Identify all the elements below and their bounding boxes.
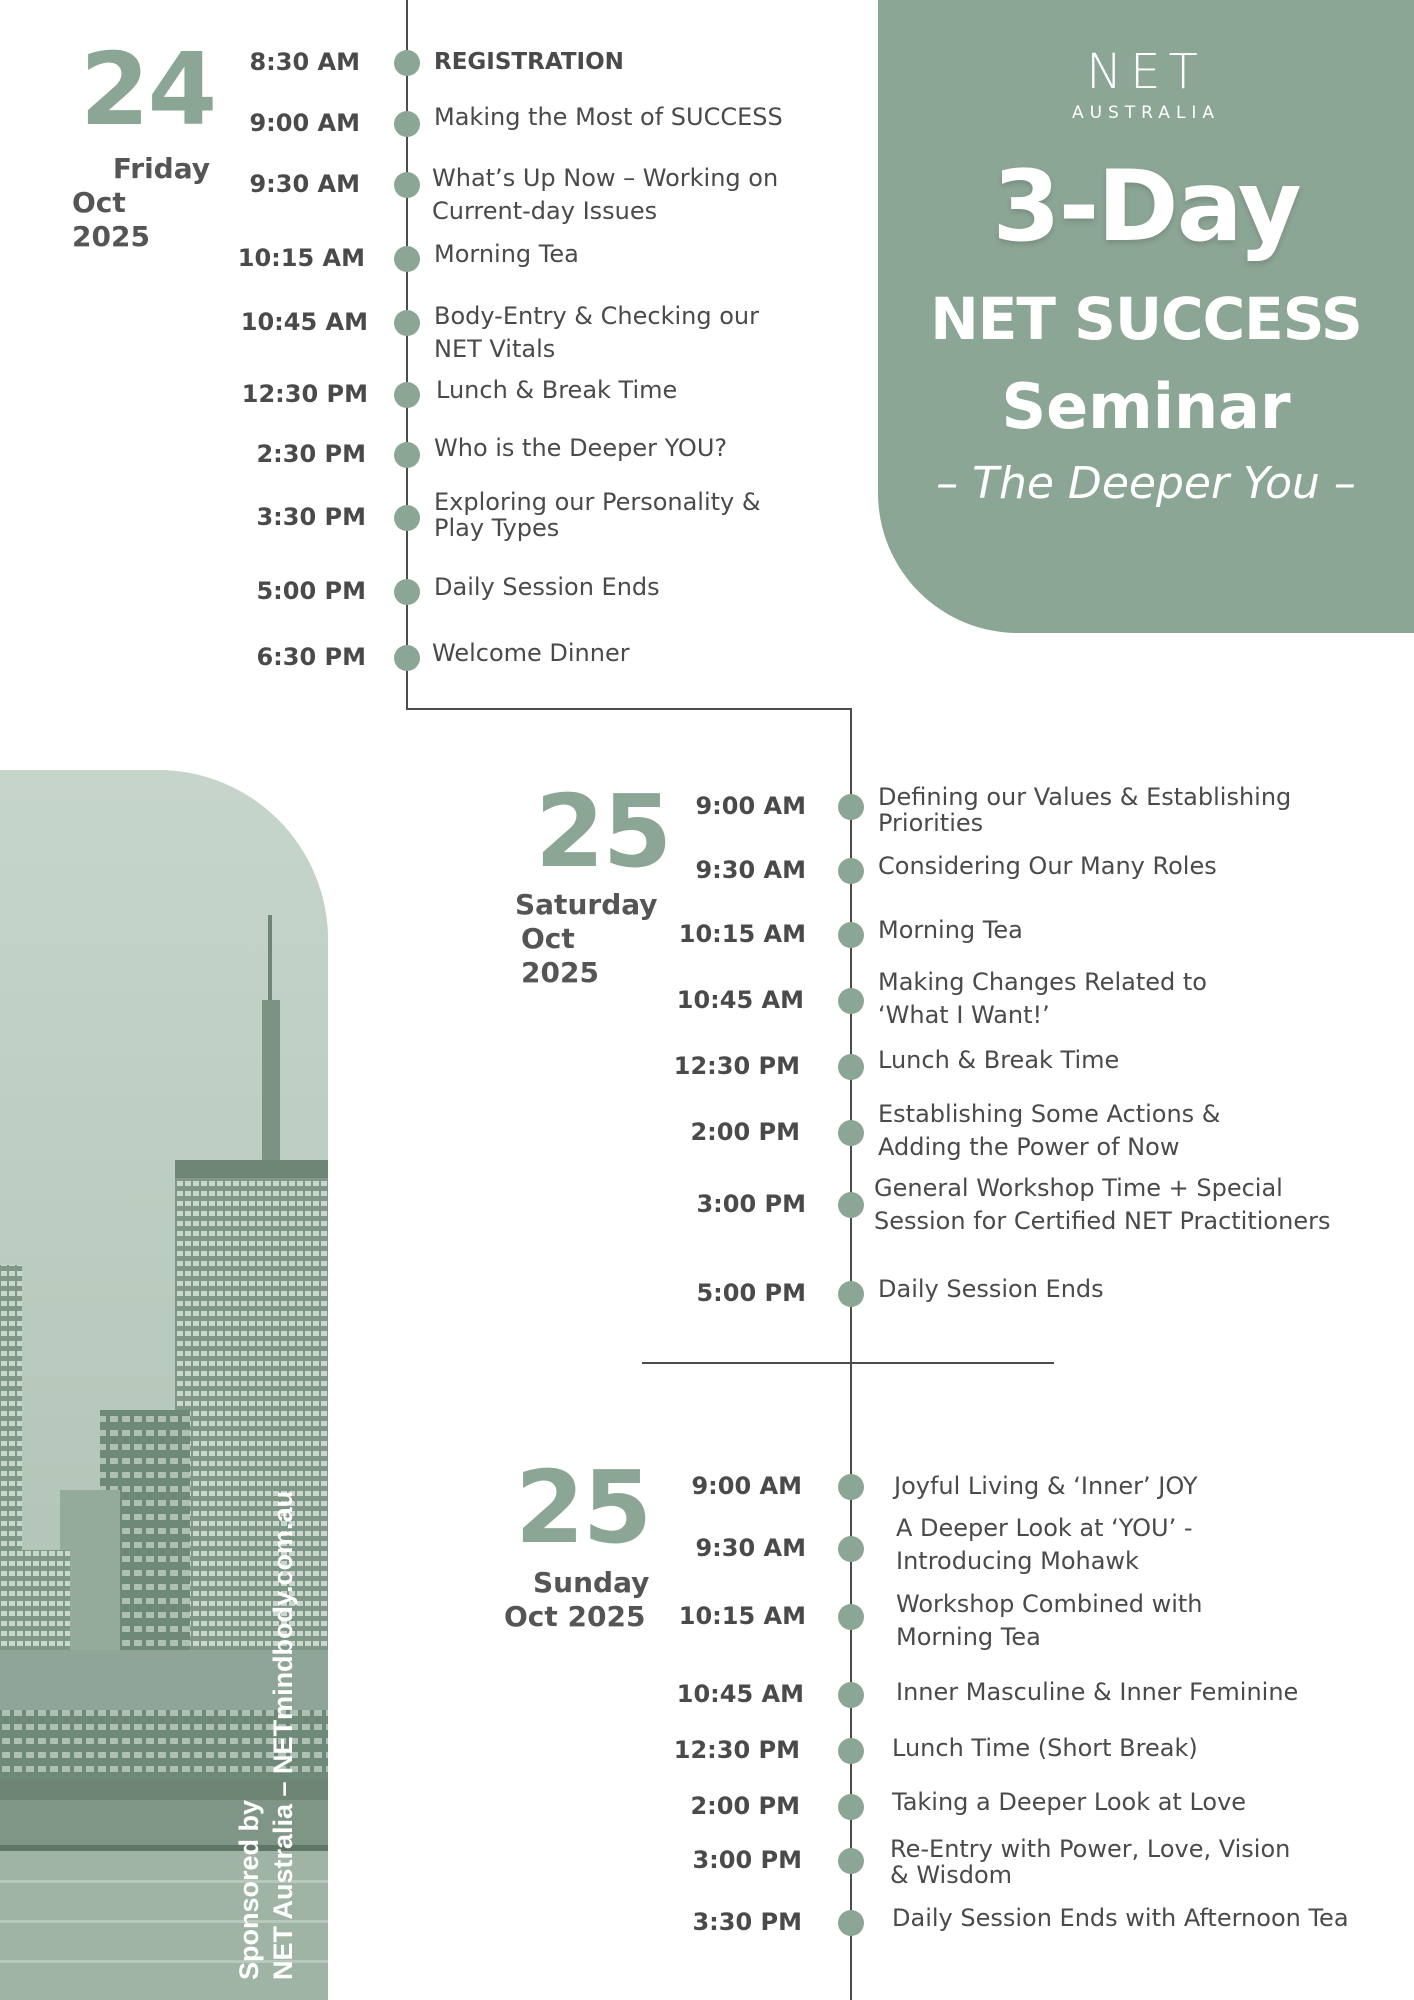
title-tagline: – The Deeper You –: [936, 458, 1356, 509]
session-time: 3:00 PM: [692, 1846, 802, 1874]
session-title: Joyful Living & ‘Inner’ JOY: [894, 1472, 1198, 1500]
session-time: 10:15 AM: [678, 920, 806, 948]
session-title: Lunch & Break Time: [878, 1046, 1120, 1074]
timeline-dot: [838, 1054, 864, 1080]
session-title: Body-Entry & Checking our NET Vitals: [434, 302, 759, 363]
session-title: Exploring our Personality & Play Types: [434, 488, 761, 542]
timeline-dot: [838, 922, 864, 948]
timeline-dot: [838, 1794, 864, 1820]
date-month: Oct 2025: [521, 922, 599, 989]
timeline-dot: [394, 645, 420, 671]
date-label: [478, 1566, 648, 1634]
timeline-dot: [394, 579, 420, 605]
title-line-1: 3-Day: [992, 150, 1300, 264]
session-time: 12:30 PM: [673, 1736, 800, 1764]
brand-logo-subtitle: AUSTRALIA: [1071, 103, 1221, 123]
session-time: 2:00 PM: [690, 1792, 800, 1820]
session-time: 9:00 AM: [249, 109, 360, 137]
session-title: Inner Masculine & Inner Feminine: [896, 1678, 1299, 1706]
session-time: 12:30 PM: [241, 380, 368, 408]
session-time: 3:00 PM: [696, 1190, 806, 1218]
timeline-dot: [394, 382, 420, 408]
session-time: 9:30 AM: [695, 1534, 806, 1562]
brand-logo-name: NET: [1086, 44, 1206, 100]
session-time: 12:30 PM: [673, 1052, 800, 1080]
session-time: 9:00 AM: [691, 1472, 802, 1500]
session-title: REGISTRATION: [434, 49, 624, 75]
session-title: Making Changes Related to ‘What I Want!’: [878, 968, 1207, 1029]
session-title: Daily Session Ends with Afternoon Tea: [892, 1904, 1349, 1932]
timeline-dot: [394, 246, 420, 272]
timeline-dot: [838, 1682, 864, 1708]
timeline-dot: [394, 442, 420, 468]
sponsor-line-2: NET Australia – NETmindbody.com.au: [268, 1490, 298, 1980]
sponsor-line-1: Sponsored by: [234, 1799, 264, 1980]
timeline-dot: [838, 858, 864, 884]
timeline-dot: [394, 505, 420, 531]
session-title: Defining our Values & Establishing Priorities: [878, 783, 1292, 837]
day-divider: [642, 1362, 1054, 1364]
date-label: [40, 152, 210, 254]
sponsor-credit: [232, 1491, 300, 1980]
session-time: 8:30 AM: [249, 48, 360, 76]
session-time: 9:00 AM: [695, 792, 806, 820]
session-title: Making the Most of SUCCESS: [434, 103, 783, 131]
date-month: Oct 2025: [504, 1600, 646, 1633]
session-title: A Deeper Look at ‘YOU’ - Introducing Mohawk: [896, 1514, 1193, 1575]
date-weekday: Friday: [112, 152, 210, 185]
session-time: 5:00 PM: [696, 1279, 806, 1307]
session-time: 10:45 AM: [240, 308, 368, 336]
timeline-dot: [838, 1192, 864, 1218]
timeline-dot: [838, 1474, 864, 1500]
session-title: Welcome Dinner: [432, 639, 630, 667]
session-title: Workshop Combined with Morning Tea: [896, 1590, 1203, 1651]
timeline-day1-connector: [406, 708, 852, 710]
session-time: 10:45 AM: [676, 1680, 804, 1708]
session-title: Re-Entry with Power, Love, Vision & Wisdom: [890, 1835, 1291, 1889]
session-time: 2:30 PM: [256, 440, 366, 468]
date-number: 25: [535, 773, 671, 890]
timeline-dot: [838, 794, 864, 820]
session-title: What’s Up Now – Working on Current-day Issues: [432, 164, 779, 225]
date-label: [490, 888, 660, 990]
date-number: 25: [515, 1449, 651, 1566]
date-weekday: Saturday: [515, 888, 658, 921]
timeline-dot: [838, 1604, 864, 1630]
session-time: 9:30 AM: [249, 170, 360, 198]
session-title: Lunch Time (Short Break): [892, 1734, 1198, 1762]
timeline-dot: [838, 1910, 864, 1936]
session-time: 10:15 AM: [678, 1602, 806, 1630]
timeline-dot: [838, 1536, 864, 1562]
session-title: Who is the Deeper YOU?: [434, 434, 728, 462]
timeline-dot: [838, 1120, 864, 1146]
timeline-dot: [838, 1738, 864, 1764]
session-title: Morning Tea: [434, 240, 579, 268]
session-time: 2:00 PM: [690, 1118, 800, 1146]
session-time: 9:30 AM: [695, 856, 806, 884]
session-time: 5:00 PM: [256, 577, 366, 605]
session-title: General Workshop Time + Special Session for Certified NET Practitioners: [874, 1174, 1331, 1235]
date-month: Oct 2025: [72, 186, 150, 253]
date-number: 24: [80, 31, 216, 148]
session-title: Daily Session Ends: [878, 1275, 1104, 1303]
timeline-dot: [394, 50, 420, 76]
title-panel: [878, 0, 1414, 633]
title-line-2: NET SUCCESS: [930, 285, 1362, 353]
timeline-dot: [394, 111, 420, 137]
title-line-3: Seminar: [1001, 370, 1291, 443]
session-title: Establishing Some Actions & Adding the Power of Now: [878, 1100, 1221, 1161]
session-title: Morning Tea: [878, 916, 1023, 944]
timeline-dot: [838, 988, 864, 1014]
session-title: Taking a Deeper Look at Love: [892, 1788, 1247, 1816]
timeline-dot: [394, 172, 420, 198]
session-time: 6:30 PM: [256, 643, 366, 671]
session-title: Daily Session Ends: [434, 573, 660, 601]
timeline-dot: [838, 1848, 864, 1874]
timeline-dot: [394, 310, 420, 336]
session-title: Considering Our Many Roles: [878, 852, 1217, 880]
session-time: 3:30 PM: [692, 1908, 802, 1936]
session-time: 10:15 AM: [237, 244, 365, 272]
timeline-dot: [838, 1281, 864, 1307]
session-title: Lunch & Break Time: [436, 376, 678, 404]
session-time: 10:45 AM: [676, 986, 804, 1014]
date-weekday: Sunday: [533, 1566, 650, 1599]
session-time: 3:30 PM: [256, 503, 366, 531]
